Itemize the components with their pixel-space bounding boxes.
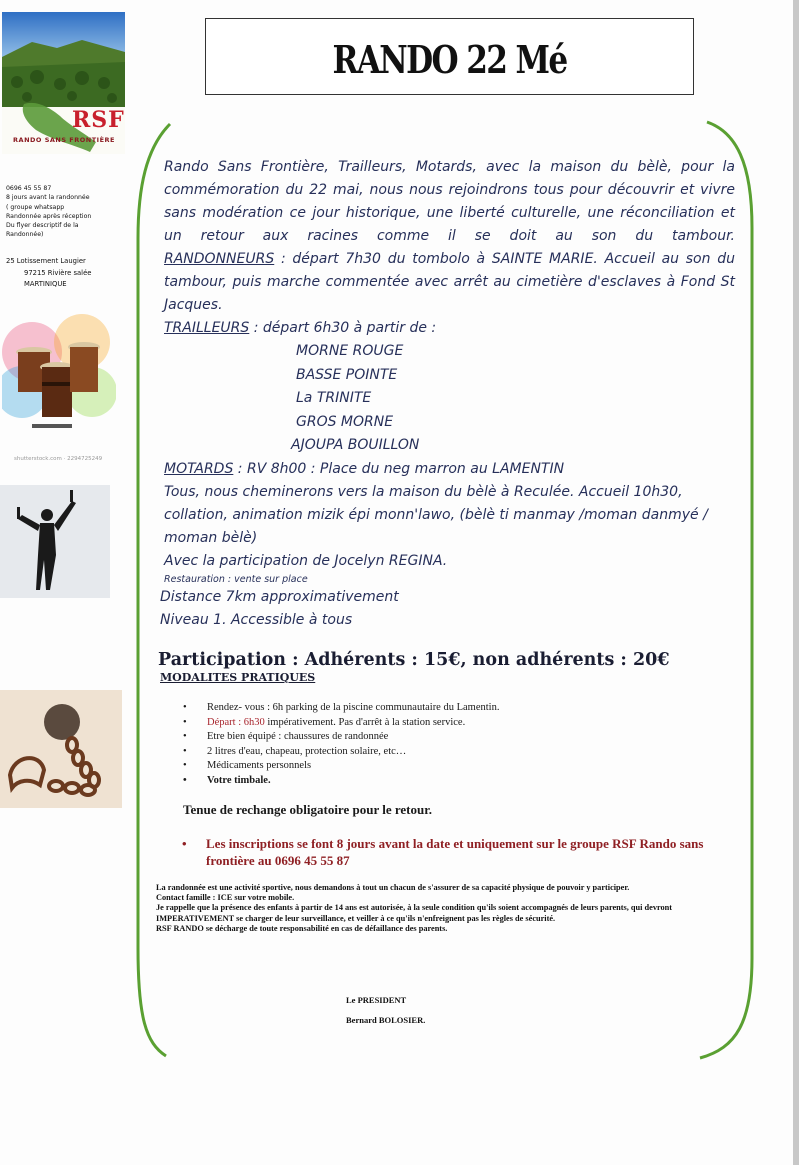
list-item: • Etre bien équipé : chaussures de randonnée: [183, 730, 499, 745]
signature: [346, 990, 425, 1030]
trailleurs-text: : départ 6h30 à partir de :: [249, 320, 437, 336]
disclaimer: [156, 883, 716, 934]
page-edge: [793, 0, 799, 1165]
address-line: 97215 Rivière salée: [24, 268, 92, 277]
list-item: • Médicaments personnels: [183, 759, 499, 774]
contact-line: Randonnée): [6, 231, 44, 239]
restauration-line: Restauration : vente sur place: [164, 573, 308, 585]
rsf-logo: [2, 12, 125, 154]
disclaimer-line: Contact famille : ICE sur votre mobile.: [156, 893, 295, 903]
president-title: Le PRESIDENT: [346, 995, 407, 1005]
president-name: Bernard BOLOSIER.: [346, 1015, 426, 1025]
drums-image: [2, 312, 116, 438]
depart-label: Départ : 6h30: [207, 716, 265, 728]
logo-subtitle: RANDO SANS FRONTIÈRE: [13, 136, 115, 144]
distance-line: Distance 7km approximativement: [160, 589, 399, 605]
list-item: • 2 litres d'eau, chapeau, protection solaire, etc…: [183, 745, 499, 760]
place-item: BASSE POINTE: [296, 366, 398, 383]
title-box: [205, 18, 694, 95]
page-title: RANDO 22 Mé: [332, 37, 567, 82]
place-item: MORNE ROUGE: [296, 343, 404, 359]
place-item: La TRINITE: [296, 390, 372, 406]
address-line: 25 Lotissement Laugier: [6, 257, 86, 265]
tenue-line: Tenue de rechange obligatoire pour le retour.: [183, 802, 433, 817]
motards-label: MOTARDS: [164, 460, 234, 477]
place-item: GROS MORNE: [296, 413, 394, 430]
contact-line: Du flyer descriptif de la: [6, 222, 79, 230]
randonneurs-label: RANDONNEURS: [164, 251, 275, 267]
together-paragraph: Tous, nous cheminerons vers la maison du bèlè à Reculée. Accueil 10h30, collation, animation mizik épi monn'lawo, (bèlè ti manmay /moman danmyé / moman bèlè): [164, 483, 708, 546]
address: [6, 256, 91, 291]
regina-line: Avec la participation de Jocelyn REGINA.: [164, 552, 448, 569]
image-credit: shutterstock.com · 2294725249: [14, 456, 103, 462]
disclaimer-line: RSF RANDO se décharge de toute responsabilité en cas de défaillance des parents.: [156, 923, 448, 933]
statue-image: [0, 485, 110, 598]
address-line: MARTINIQUE: [24, 280, 67, 288]
modalites-list: [183, 701, 499, 788]
contact-line: 8 jours avant la randonnée: [6, 194, 90, 202]
list-item: • Rendez- vous : 6h parking de la piscine communautaire du Lamentin.: [183, 701, 499, 716]
depart-text: impérativement. Pas d'arrêt à la station service.: [264, 716, 466, 728]
place-item: AJOUPA BOUILLON: [291, 437, 420, 453]
trailleurs-label: TRAILLEURS: [164, 320, 250, 336]
niveau-line: Niveau 1. Accessible à tous: [160, 612, 353, 628]
motards-line: [164, 458, 735, 481]
contact-line: 0696 45 55 87: [6, 185, 52, 192]
list-item: • Votre timbale.: [183, 774, 499, 789]
randonneurs-text: : départ 7h30 du tombolo à SAINTE MARIE. Accueil au son du tambour, puis marche commentée avec arrêt au cimetière d'esclaves à Fond St Jacques.: [164, 251, 735, 313]
main-text: [164, 156, 735, 587]
contact-line: Randonnée après réception: [6, 212, 92, 220]
distance-section: [160, 586, 720, 632]
inscriptions-text: Les inscriptions se font 8 jours avant la date et uniquement sur le groupe RSF Rando sans frontière au 0696 45 55 87: [206, 836, 704, 868]
list-item: [183, 716, 499, 731]
contact-info: [6, 184, 116, 240]
modalites-heading: MODALITES PRATIQUES: [160, 671, 316, 684]
inscriptions-note: [182, 835, 742, 869]
logo-text: RSF: [72, 107, 125, 133]
disclaimer-line: La randonnée est une activité sportive, nous demandons à tout un chacun de s'assurer de sa capacité physique de pouvoir y participer.: [156, 883, 630, 892]
chain-image: [0, 690, 122, 808]
disclaimer-line: Je rappelle que la présence des enfants à partir de 14 ans est autorisée, à la seule condition qu'ils soient accompagnés de leurs parents, qui devront IMPERATIVEMENT se charger de leur surveillance, et veiller à ce qu'ils n'enfreignent pas les règles de sécurité.: [156, 903, 673, 923]
participation-price: Participation : Adhérents : 15€, non adhérents : 20€: [158, 650, 670, 670]
bullet-icon: •: [182, 836, 187, 851]
trailleurs-places: [164, 340, 735, 458]
intro-paragraph: Rando Sans Frontière, Trailleurs, Motards, avec la maison du bèlè, pour la commémoration du 22 mai, nous nous rejoindrons tous pour découvrir et vivre sans modération ce jour historique, une liberté culturelle, une réconciliation et un retour aux racines comme il se doit au son du tambour.: [164, 159, 735, 244]
contact-line: ( groupe whatsapp: [6, 203, 65, 211]
motards-text: : RV 8h00 : Place du neg marron au LAMENTIN: [233, 460, 565, 477]
